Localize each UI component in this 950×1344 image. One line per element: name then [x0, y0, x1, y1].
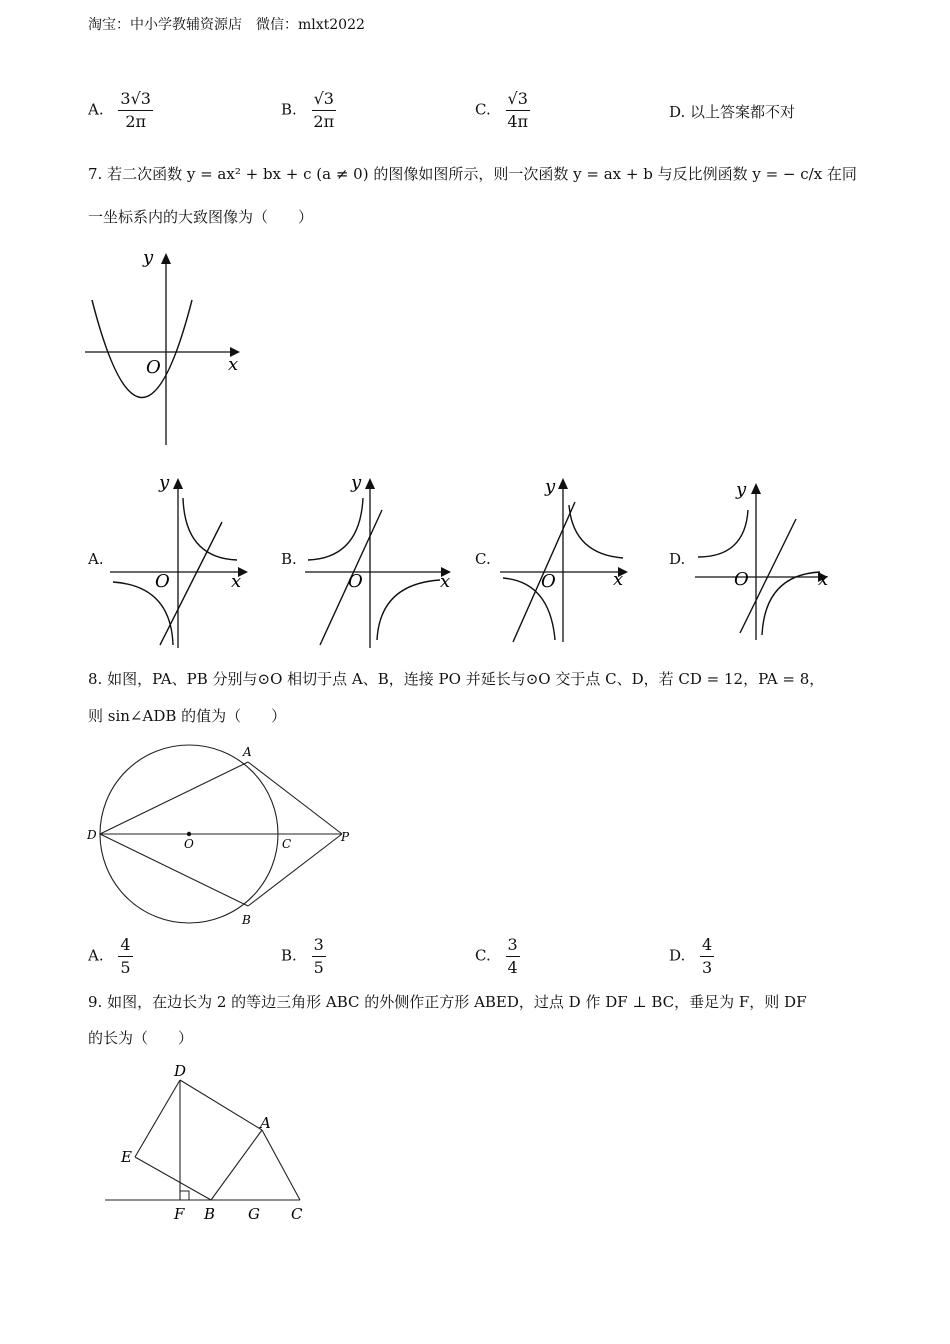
numerator: 3 — [506, 934, 520, 957]
hyperbola-branch — [377, 580, 440, 640]
point-g-label: G — [248, 1205, 260, 1223]
line-da — [180, 1080, 262, 1130]
fraction — [506, 88, 530, 133]
y-label: y — [143, 247, 154, 268]
line-ac — [262, 1130, 300, 1200]
q9-line2: 的长为（ ） — [88, 1029, 194, 1047]
q8-circle-diagram — [80, 740, 370, 925]
y-arrow-icon — [751, 483, 761, 494]
q9-square-triangle-diagram — [100, 1060, 315, 1230]
point-a-label: A — [243, 745, 252, 759]
q6-option-c[interactable] — [475, 88, 530, 133]
line-da — [100, 762, 248, 834]
origin-label: O — [348, 571, 363, 592]
x-label: x — [231, 571, 242, 592]
fraction — [312, 88, 336, 133]
q8-line2: 则 sin∠ADB 的值为（ ） — [88, 707, 287, 725]
denominator: 2π — [313, 112, 335, 131]
numerator: 4 — [700, 934, 714, 957]
numerator: 4 — [118, 934, 132, 957]
point-c-label: C — [291, 1205, 303, 1223]
denominator: 4 — [507, 958, 518, 977]
q7-option-a-letter[interactable]: A. — [88, 550, 104, 568]
q7-line2: 一坐标系内的大致图像为（ ） — [88, 208, 314, 226]
numerator: 3 — [312, 934, 326, 957]
option-letter: D. — [669, 103, 686, 121]
point-b-label: B — [242, 913, 251, 925]
q7-line1: 7. 若二次函数 y = ax² + bx + c (a ≠ 0) 的图像如图所示，则一次函数 y = ax + b 与反比例函数 y = − c/x 在同 — [88, 165, 857, 183]
line-de — [135, 1080, 180, 1157]
q7-option-a-graph[interactable] — [105, 470, 255, 650]
right-angle-mark — [180, 1191, 189, 1200]
numerator: √3 — [506, 88, 530, 111]
point-d-label: D — [174, 1062, 187, 1080]
q6-option-b[interactable] — [281, 88, 336, 133]
numerator: 3√3 — [118, 88, 153, 111]
point-e-label: E — [121, 1148, 132, 1166]
line-eb — [135, 1157, 211, 1200]
q7-option-d-graph[interactable] — [690, 475, 840, 650]
fraction — [118, 88, 153, 133]
point-a-label: A — [260, 1114, 271, 1132]
hyperbola-branch — [698, 510, 748, 557]
q9-line1: 9. 如图，在边长为 2 的等边三角形 ABC 的外侧作正方形 ABED，过点 D 作 DF ⊥ BC，垂足为 F，则 DF — [88, 993, 807, 1011]
fraction — [118, 934, 132, 979]
hyperbola-branch — [762, 572, 820, 635]
center-dot — [187, 832, 191, 836]
q7-option-d-letter[interactable]: D. — [669, 550, 686, 568]
option-letter: B. — [281, 100, 297, 119]
y-arrow-icon — [173, 478, 183, 489]
denominator: 2π — [125, 112, 147, 131]
point-c-label: C — [282, 837, 292, 851]
x-label: x — [613, 569, 624, 590]
q8-option-b[interactable] — [281, 934, 326, 979]
line-pa — [248, 762, 342, 834]
option-letter: D. — [669, 946, 686, 965]
q7-parabola-graph — [80, 245, 250, 450]
y-label: y — [736, 479, 747, 500]
line-db — [100, 834, 248, 906]
q7-option-b-letter[interactable]: B. — [281, 550, 297, 568]
point-p-label: P — [341, 830, 350, 844]
hyperbola-branch — [569, 505, 623, 558]
q7-option-c-graph[interactable] — [495, 470, 640, 650]
origin-label: O — [541, 571, 556, 592]
option-letter: B. — [281, 946, 297, 965]
q8-option-a[interactable] — [88, 934, 133, 979]
q6-option-a[interactable] — [88, 88, 153, 133]
q8-option-c[interactable] — [475, 934, 520, 979]
origin-label: O — [734, 569, 749, 590]
fraction — [506, 934, 520, 979]
origin-label: O — [155, 571, 170, 592]
numerator: √3 — [312, 88, 336, 111]
page-header: 淘宝：中小学教辅资源店 微信：mlxt2022 — [88, 17, 365, 33]
fraction — [700, 934, 714, 979]
q8-line1: 8. 如图，PA、PB 分别与⊙O 相切于点 A、B，连接 PO 并延长与⊙O 交于点 C、D，若 CD = 12，PA = 8， — [88, 670, 825, 688]
point-o-label: O — [184, 837, 194, 851]
option-letter: A. — [88, 946, 104, 965]
q7-option-b-graph[interactable] — [300, 470, 460, 650]
y-arrow-icon — [365, 478, 375, 489]
option-text: 以上答案都不对 — [690, 103, 796, 121]
hyperbola-branch — [308, 498, 363, 560]
hyperbola-branch — [183, 498, 237, 560]
x-label: x — [440, 571, 451, 592]
point-b-label: B — [204, 1205, 216, 1223]
denominator: 5 — [120, 958, 131, 977]
line-ba — [211, 1130, 262, 1200]
fraction — [312, 934, 326, 979]
q7-option-c-letter[interactable]: C. — [475, 550, 491, 568]
origin-label: O — [146, 357, 161, 378]
point-f-label: F — [174, 1205, 185, 1223]
q6-option-d[interactable] — [669, 101, 795, 122]
x-label: x — [228, 354, 239, 375]
y-arrow-icon — [161, 253, 171, 264]
q8-option-d[interactable] — [669, 934, 714, 979]
denominator: 3 — [702, 958, 713, 977]
y-label: y — [545, 476, 556, 497]
x-label: x — [818, 569, 829, 590]
point-d-label: D — [87, 828, 97, 842]
y-label: y — [159, 472, 170, 493]
denominator: 4π — [507, 112, 529, 131]
y-arrow-icon — [558, 478, 568, 489]
denominator: 5 — [313, 958, 324, 977]
parabola-curve — [92, 300, 192, 398]
option-letter: A. — [88, 100, 104, 119]
option-letter: C. — [475, 946, 491, 965]
line-pb — [248, 834, 342, 906]
option-letter: C. — [475, 100, 491, 119]
y-label: y — [351, 472, 362, 493]
